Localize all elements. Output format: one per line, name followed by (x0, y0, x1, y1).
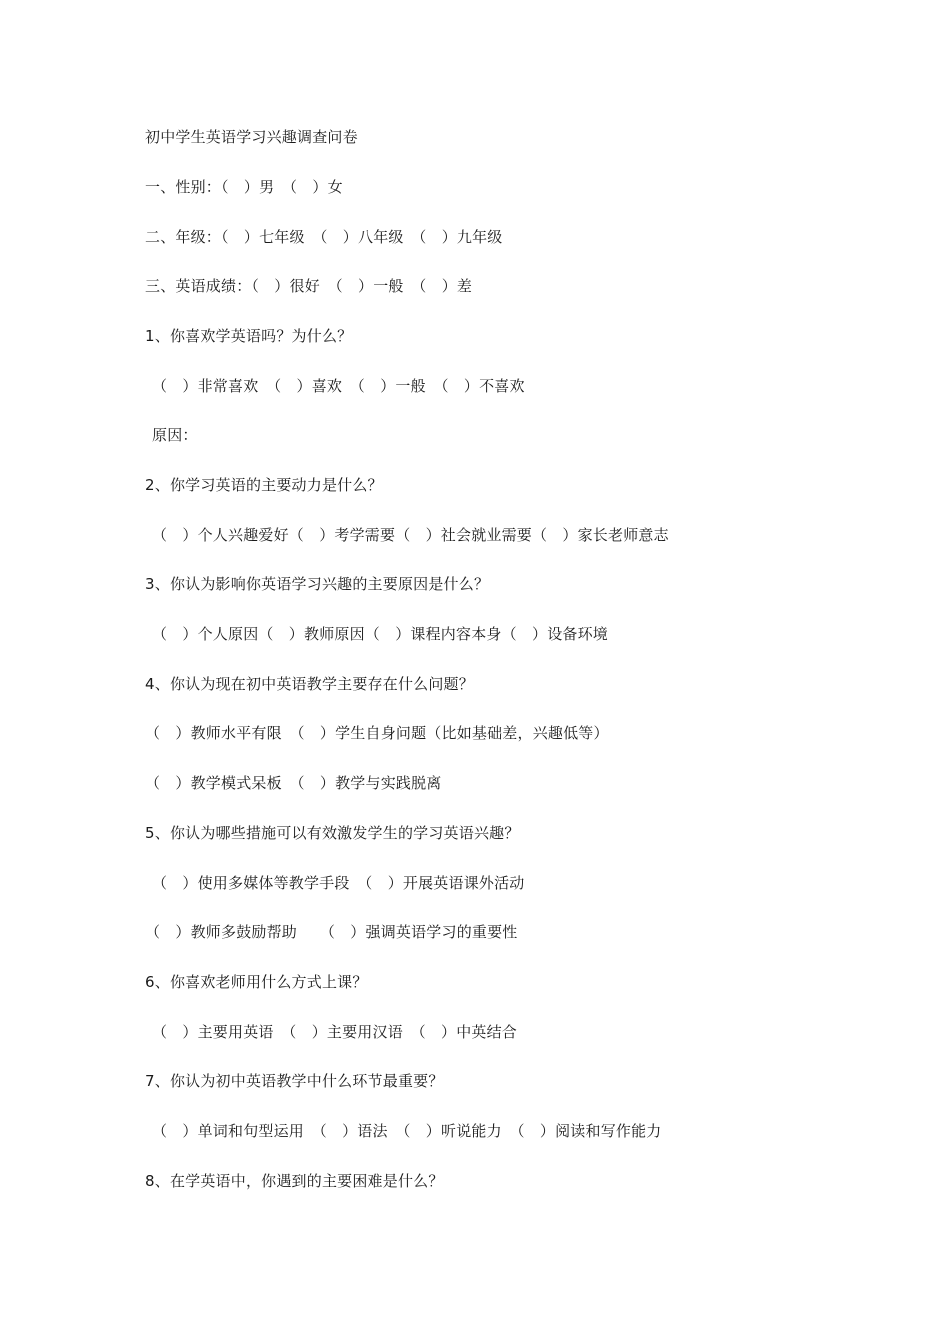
english-score-question: 三、英语成绩：（ ）很好 （ ）一般 （ ）差 (145, 277, 473, 295)
grade-question: 二、年级：（ ）七年级 （ ）八年级 （ ）九年级 (145, 228, 503, 246)
question-6: 6、你喜欢老师用什么方式上课？ (145, 973, 368, 991)
gender-question: 一、性别：（ ）男 （ ）女 (145, 178, 343, 196)
document-title: 初中学生英语学习兴趣调查问卷 (145, 128, 358, 146)
question-7: 7、你认为初中英语教学中什么环节最重要？ (145, 1072, 444, 1090)
question-4-options-row-1: （ ）教师水平有限 （ ）学生自身问题（比如基础差，兴趣低等） (145, 724, 609, 742)
question-6-options: （ ）主要用英语 （ ）主要用汉语 （ ）中英结合 (152, 1023, 518, 1041)
question-2-options: （ ）个人兴趣爱好（ ）考学需要（ ）社会就业需要（ ）家长老师意志 (152, 526, 669, 544)
question-3-options: （ ）个人原因（ ）教师原因（ ）课程内容本身（ ）设备环境 (152, 625, 609, 643)
question-4: 4、你认为现在初中英语教学主要存在什么问题？ (145, 675, 474, 693)
reason-label: 原因： (152, 426, 198, 444)
question-2: 2、你学习英语的主要动力是什么？ (145, 476, 383, 494)
question-3: 3、你认为影响你英语学习兴趣的主要原因是什么？ (145, 575, 490, 593)
question-8: 8、在学英语中，你遇到的主要困难是什么？ (145, 1172, 444, 1190)
question-4-options-row-2: （ ）教学模式呆板 （ ）教学与实践脱离 (145, 774, 442, 792)
question-5-options-row-1: （ ）使用多媒体等教学手段 （ ）开展英语课外活动 (152, 874, 525, 892)
question-7-options: （ ）单词和句型运用 （ ）语法 （ ）听说能力 （ ）阅读和写作能力 (152, 1122, 662, 1140)
question-1: 1、你喜欢学英语吗？为什么？ (145, 327, 353, 345)
question-5: 5、你认为哪些措施可以有效激发学生的学习英语兴趣？ (145, 824, 520, 842)
question-5-options-row-2: （ ）教师多鼓励帮助 （ ）强调英语学习的重要性 (145, 923, 518, 941)
question-1-options: （ ）非常喜欢 （ ）喜欢 （ ）一般 （ ）不喜欢 (152, 377, 525, 395)
